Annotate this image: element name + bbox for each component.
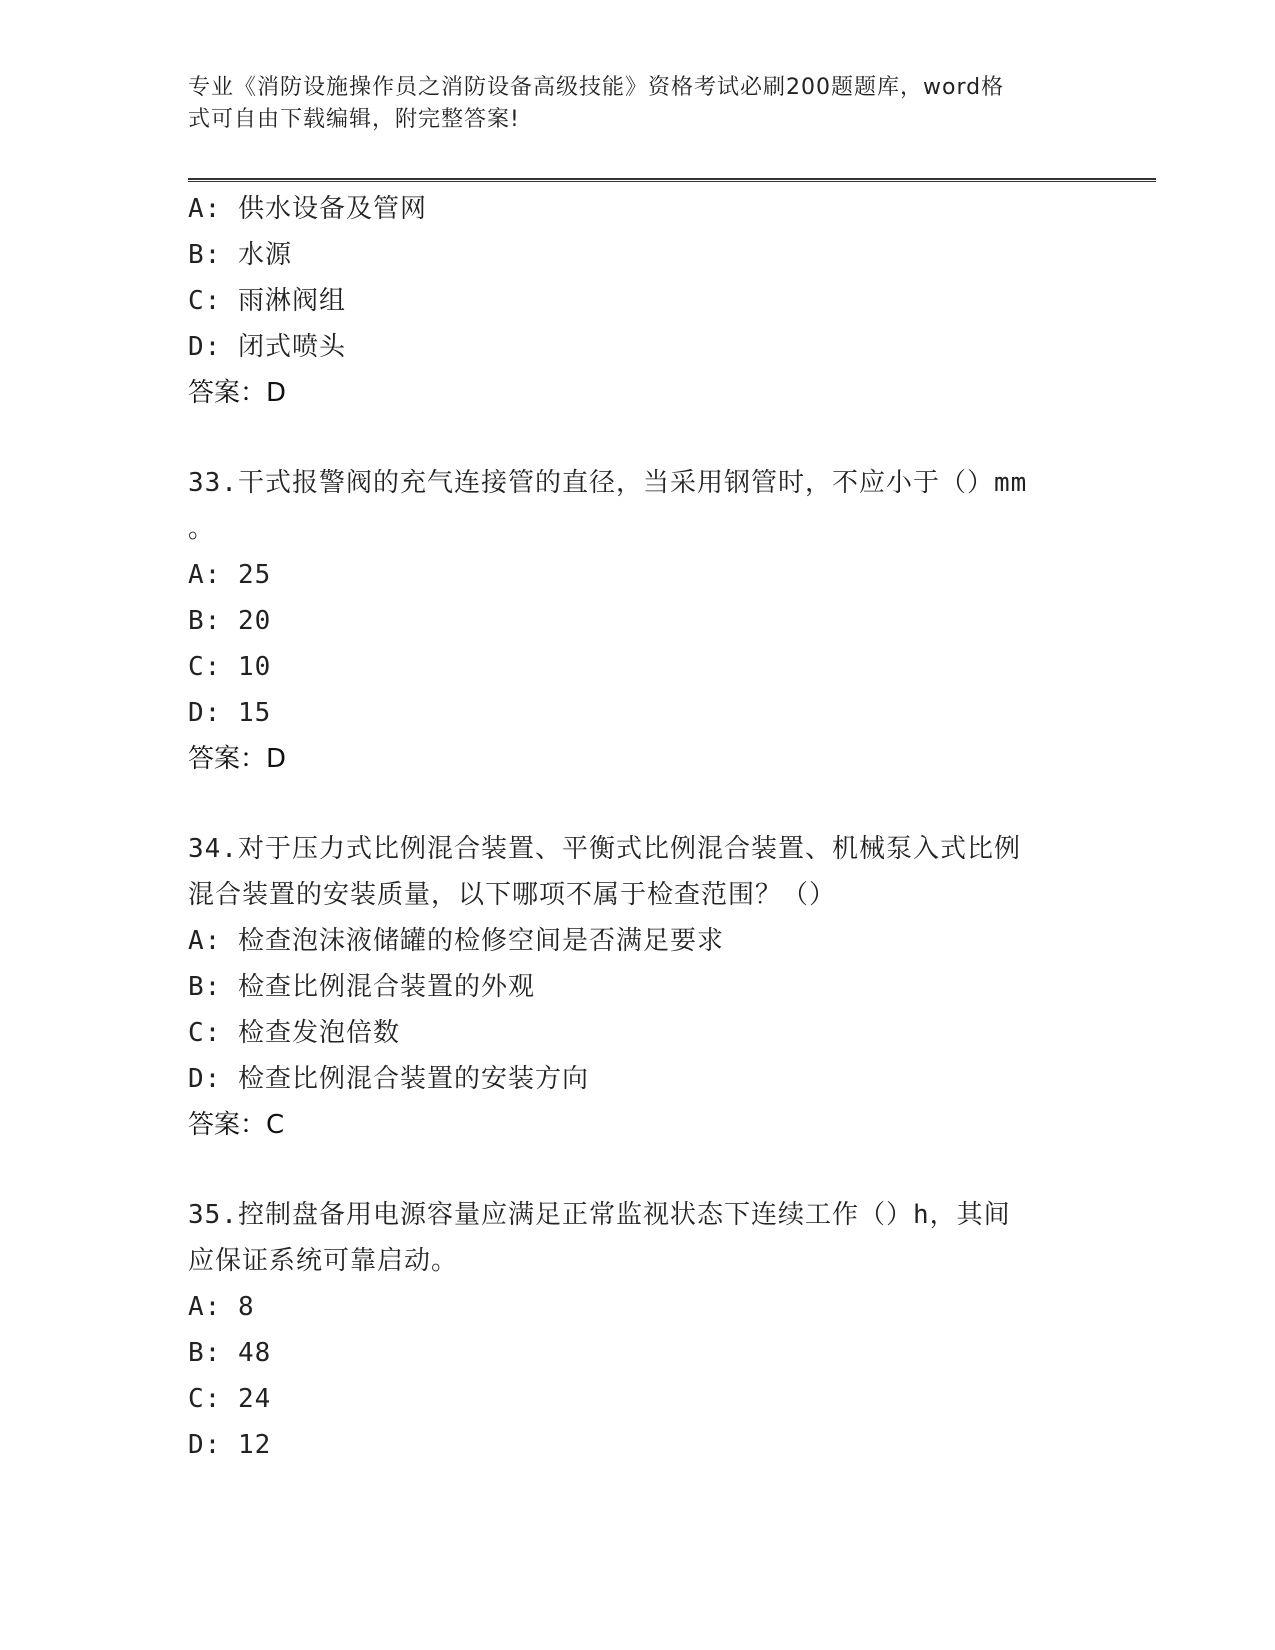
question-32 [188, 186, 1088, 416]
header-line-1: 专业《消防设施操作员之消防设备高级技能》资格考试必刷200题题库，word格 [188, 75, 1005, 100]
option-c: C: 雨淋阀组 [188, 286, 346, 316]
spacer [188, 782, 1088, 826]
question-35 [188, 1192, 1088, 1468]
option-b: B: 水源 [188, 240, 292, 270]
spacer [188, 416, 1088, 460]
option-d: D: 15 [188, 698, 272, 728]
option-b: B: 48 [188, 1338, 272, 1368]
question-34 [188, 826, 1088, 1148]
option-d: D: 检查比例混合装置的安装方向 [188, 1064, 589, 1094]
spacer [188, 1148, 1088, 1192]
option-a: A: 供水设备及管网 [188, 194, 427, 224]
option-a: A: 25 [188, 560, 272, 590]
question-text-line-1: 35.控制盘备用电源容量应满足正常监视状态下连续工作（）h，其间 [188, 1200, 1011, 1230]
option-a: A: 检查泡沫液储罐的检修空间是否满足要求 [188, 926, 724, 956]
option-b: B: 20 [188, 606, 272, 636]
question-text-line-2: 混合装置的安装质量，以下哪项不属于检查范围？（） [188, 880, 837, 910]
option-c: C: 检查发泡倍数 [188, 1018, 400, 1048]
question-text-line-2: 。 [188, 514, 216, 544]
question-text-line-1: 33.干式报警阀的充气连接管的直径，当采用钢管时，不应小于（）mm [188, 468, 1028, 498]
question-text-line-2: 应保证系统可靠启动。 [188, 1246, 459, 1276]
option-b: B: 检查比例混合装置的外观 [188, 972, 535, 1002]
answer-line: 答案：D [188, 744, 287, 774]
option-d: D: 12 [188, 1430, 272, 1460]
answer-line: 答案：D [188, 378, 287, 408]
question-text-line-1: 34.对于压力式比例混合装置、平衡式比例混合装置、机械泵入式比例 [188, 834, 1021, 864]
document-header [188, 72, 1088, 136]
option-c: C: 10 [188, 652, 272, 682]
header-line-2: 式可自由下载编辑，附完整答案! [188, 107, 520, 132]
question-33 [188, 460, 1088, 782]
option-d: D: 闭式喷头 [188, 332, 346, 362]
question-list [188, 186, 1088, 1468]
header-divider [188, 178, 1156, 182]
option-a: A: 8 [188, 1292, 255, 1322]
answer-line: 答案：C [188, 1110, 285, 1140]
option-c: C: 24 [188, 1384, 272, 1414]
